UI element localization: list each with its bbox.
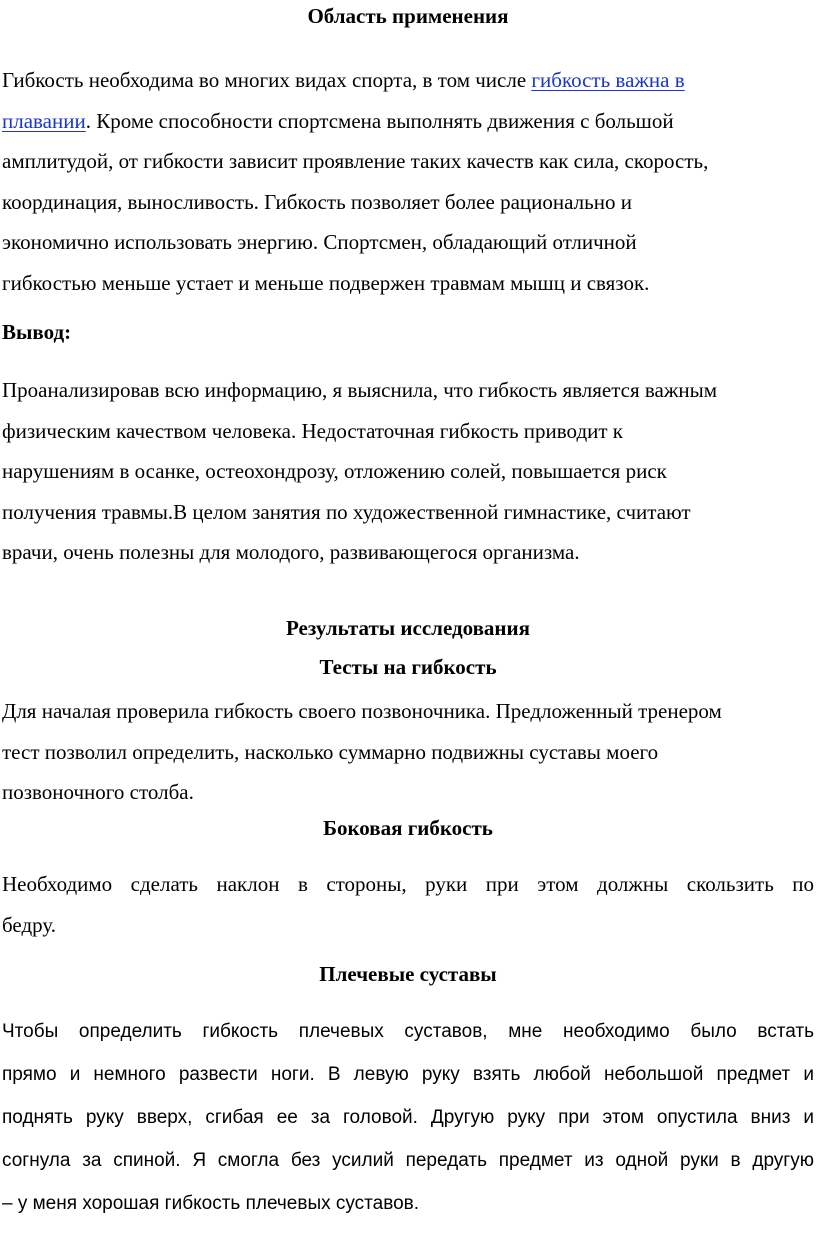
paragraph-line: Чтобы определить гибкость плечевых суставов, мне необходимо было встать xyxy=(2,1021,814,1042)
paragraph-line: гибкостью меньше устает и меньше подвержен травмам мышц и связок. xyxy=(2,270,650,295)
paragraph-conclusion xyxy=(2,370,814,573)
link-flexibility-swimming[interactable]: гибкость важна в xyxy=(531,68,685,92)
paragraph-line: тест позволил определить, насколько суммарно подвижны суставы моего xyxy=(2,739,659,764)
paragraph-tests xyxy=(2,691,814,813)
paragraph-line: врачи, очень полезны для молодого, развивающегося организма. xyxy=(2,540,580,564)
text-run: . Кроме способности спортсмена выполнять движения с большой xyxy=(85,108,674,133)
paragraph-line: Проанализировав всю информацию, я выяснила, что гибкость является важным xyxy=(2,378,718,402)
paragraph-line: координация, выносливость. Гибкость позволяет более рационально и xyxy=(2,189,632,214)
section-heading-lateral: Боковая гибкость xyxy=(323,816,493,840)
paragraph-line: физическим качеством человека. Недостаточная гибкость приводит к xyxy=(2,418,623,443)
paragraph-application xyxy=(2,60,814,303)
paragraph-line: Необходимо сделать наклон в стороны, руки при этом должны скользить по xyxy=(2,872,814,896)
paragraph-line: – у меня хорошая гибкость плечевых суставов. xyxy=(2,1193,420,1214)
paragraph-line: получения травмы.В целом занятия по художественной гимнастике, считают xyxy=(2,499,691,524)
paragraph-line: амплитудой, от гибкости зависит проявление таких качеств как сила, скорость, xyxy=(2,149,709,173)
link-flexibility-swimming-continued[interactable]: плавании xyxy=(2,108,86,133)
section-heading-conclusion: Вывод: xyxy=(2,320,72,344)
paragraph-lateral xyxy=(2,864,814,945)
section-heading-application: Область применения xyxy=(307,4,509,28)
paragraph-line: согнула за спиной. Я смогла без усилий передать предмет из одной руки в другую xyxy=(2,1150,814,1171)
paragraph-line: прямо и немного развести ноги. В левую руку взять любой небольшой предмет и xyxy=(2,1064,814,1085)
paragraph-line xyxy=(2,60,814,101)
section-heading-results: Результаты исследования xyxy=(286,616,530,640)
paragraph-line: Для началая проверила гибкость своего позвоночника. Предложенный тренером xyxy=(2,699,722,723)
paragraph-line xyxy=(2,101,814,142)
paragraph-line: позвоночного столба. xyxy=(2,780,194,804)
section-heading-shoulders: Плечевые суставы xyxy=(319,962,497,986)
paragraph-line: поднять руку вверх, сгибая ее за головой. Другую руку при этом опустила вниз и xyxy=(2,1107,814,1128)
text-run: Гибкость необходима во многих видах спорта, в том числе xyxy=(2,68,532,92)
paragraph-shoulders xyxy=(2,1010,814,1225)
paragraph-line: нарушениям в осанке, остеохондрозу, отложению солей, повышается риск xyxy=(2,459,667,483)
section-subheading-tests: Тесты на гибкость xyxy=(319,655,497,679)
paragraph-line: бедру. xyxy=(2,912,57,937)
paragraph-line: экономично использовать энергию. Спортсмен, обладающий отличной xyxy=(2,230,637,254)
